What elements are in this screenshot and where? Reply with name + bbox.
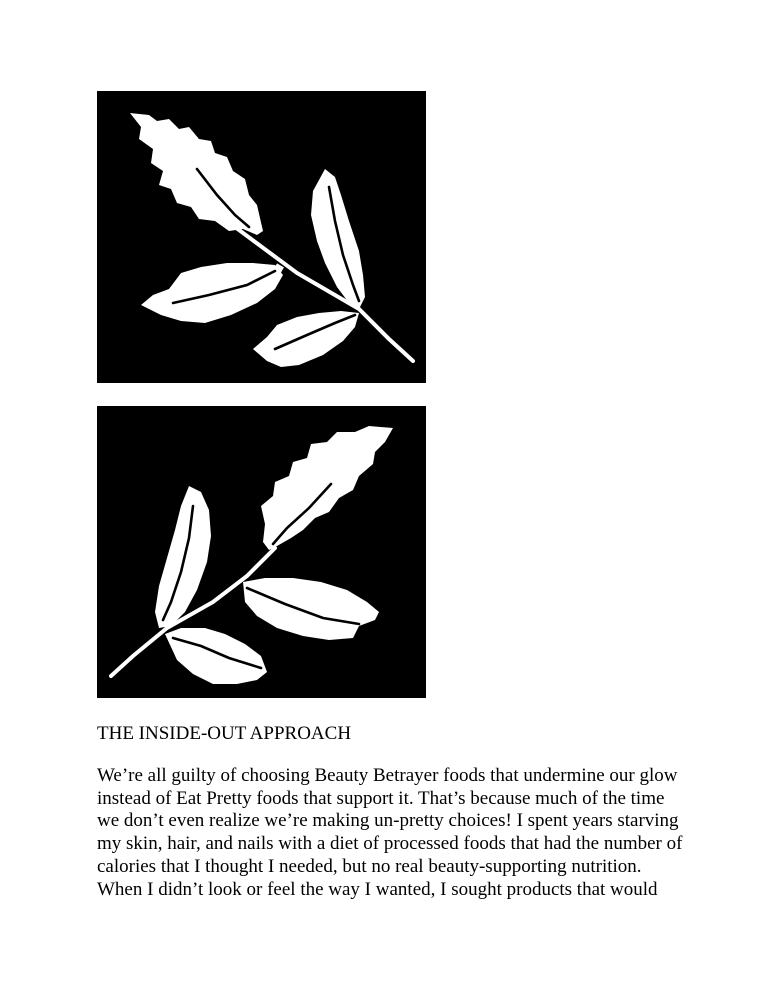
body-line: We’re all guilty of choosing Beauty Betrayer foods that undermine our glow — [97, 765, 678, 786]
body-line: calories that I thought I needed, but no real beauty-supporting nutrition. — [97, 855, 642, 877]
body-line: we don’t even realize we’re making un-pretty choices! I spent years starving — [97, 810, 679, 832]
body-paragraph — [97, 765, 697, 901]
leaf-sprig-icon — [97, 91, 426, 383]
body-line: When I didn’t look or feel the way I wanted, I sought products that would — [97, 878, 658, 900]
section-heading: THE INSIDE-OUT APPROACH — [97, 723, 352, 744]
leaf-illustration-bottom — [97, 406, 426, 698]
leaf-illustration-top — [97, 91, 426, 383]
leaf-sprig-icon — [97, 406, 426, 698]
body-line: my skin, hair, and nails with a diet of processed foods that had the number of — [97, 833, 683, 855]
body-line: instead of Eat Pretty foods that support it. That’s because much of the time — [97, 787, 665, 809]
